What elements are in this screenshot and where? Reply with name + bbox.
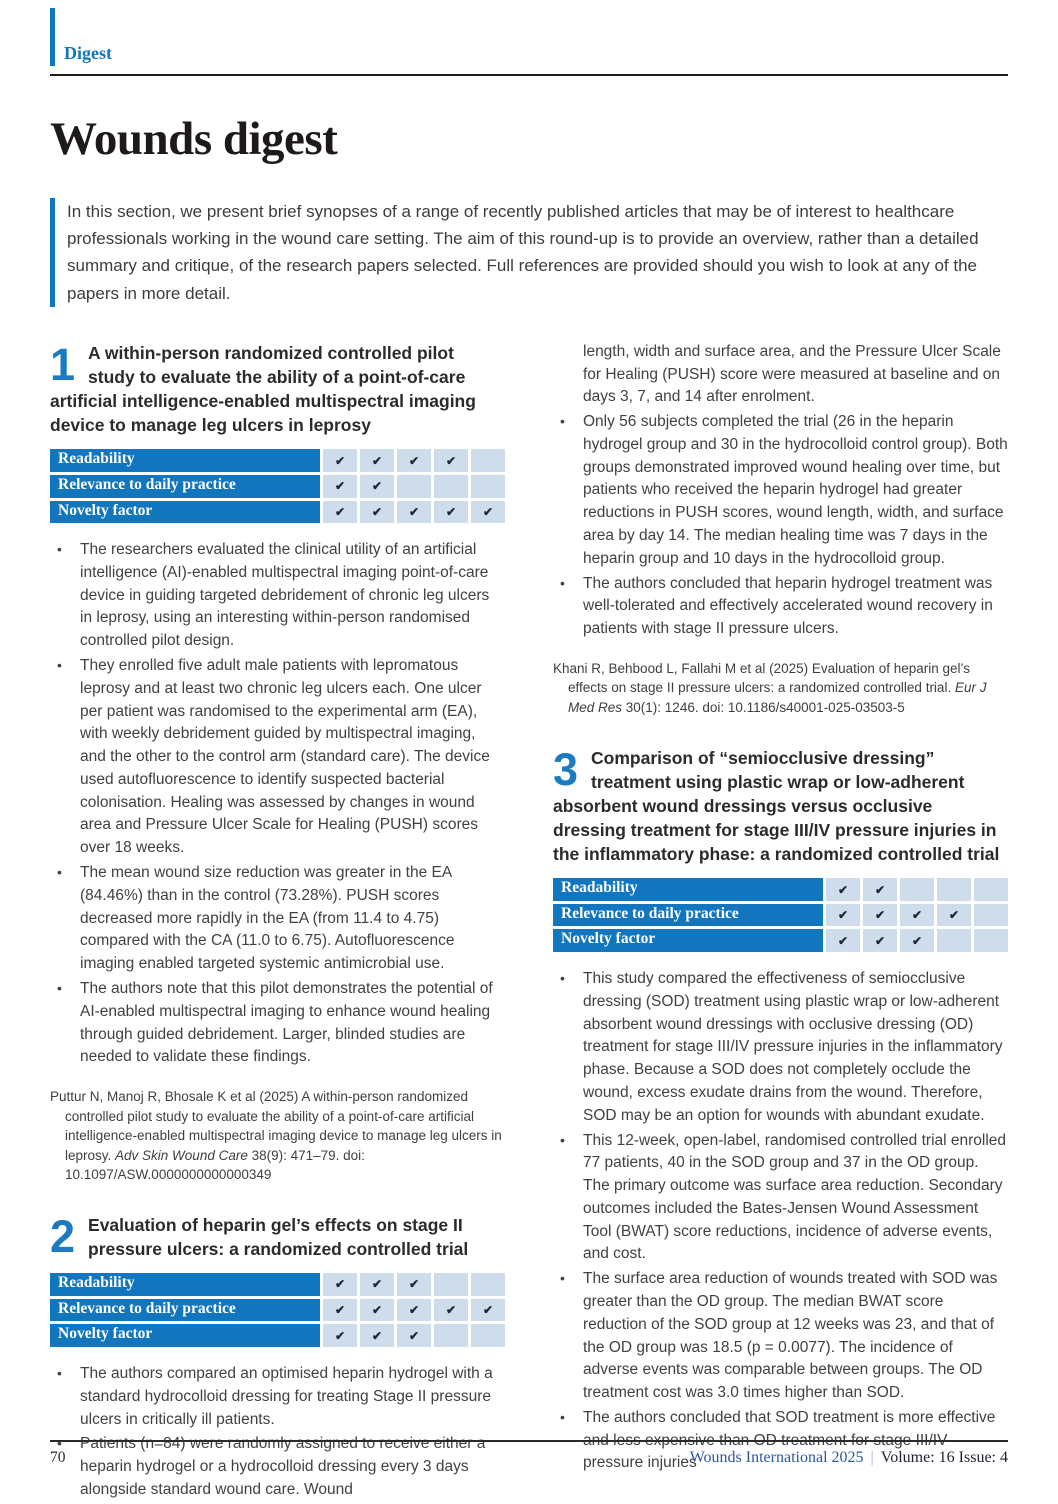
article-3-title: Comparison of “semiocclusive dressing” treatment using plastic wrap or low-adherent absorbent wound dressings versus occlusive dressing treatment for stage III/IV pressure injuries in the inflammatory phase: a randomized controlled trial xyxy=(553,747,1000,865)
article-1-ratings xyxy=(50,449,505,523)
check-icon: ✔ xyxy=(323,1324,357,1347)
section-kicker: Digest xyxy=(64,43,112,63)
check-icon: ✔ xyxy=(471,501,505,524)
empty-cell xyxy=(434,475,468,498)
empty-cell xyxy=(937,878,971,901)
check-icon: ✔ xyxy=(397,449,431,472)
bullet-continuation: length, width and surface area, and the Pressure Ulcer Scale for Healing (PUSH) score were measured at baseline and on days 3, 7, and 14 after enrolment. xyxy=(583,342,1001,406)
check-icon: ✔ xyxy=(863,904,897,927)
rating-cells xyxy=(320,501,505,524)
check-icon: ✔ xyxy=(360,1299,394,1322)
check-icon: ✔ xyxy=(360,501,394,524)
footer-journal-info xyxy=(690,1449,1008,1467)
article-2-citation xyxy=(553,659,1008,718)
rating-label: Readability xyxy=(50,449,320,472)
rating-row-novelty xyxy=(553,929,1008,952)
rating-label: Relevance to daily practice xyxy=(50,475,320,498)
check-icon: ✔ xyxy=(323,475,357,498)
bullet-item: • The authors compared an optimised heparin hydrogel with a standard hydrocolloid dressing for treating Stage II pressure ulcers in critically ill patients. xyxy=(50,1363,505,1431)
check-icon: ✔ xyxy=(360,475,394,498)
footer-journal-name: Wounds International 2025 xyxy=(689,1449,864,1466)
check-icon: ✔ xyxy=(397,501,431,524)
rating-row-novelty xyxy=(50,1324,505,1347)
check-icon: ✔ xyxy=(323,1273,357,1296)
article-2-bullets-right xyxy=(553,341,1008,641)
check-icon: ✔ xyxy=(863,929,897,952)
article-2-ratings xyxy=(50,1273,505,1347)
footer-volume-issue: Volume: 16 Issue: 4 xyxy=(880,1449,1008,1466)
masthead-rule xyxy=(50,74,1008,76)
empty-cell xyxy=(434,1324,468,1347)
check-icon: ✔ xyxy=(360,449,394,472)
rating-cells xyxy=(823,878,1008,901)
citation-text: 38(9): 471–79. doi: 10.1097/ASW.0000000000000349 xyxy=(65,1147,365,1183)
article-2-bullets-left xyxy=(50,1363,505,1502)
check-icon: ✔ xyxy=(323,1299,357,1322)
rating-cells xyxy=(823,929,1008,952)
rating-label: Relevance to daily practice xyxy=(553,904,823,927)
bullet-item: • The mean wound size reduction was greater in the EA (84.46%) than in the control (73.28%). PUSH scores decreased more rapidly in the EA (from 11.4 to 4.75) compared with the CA (11.0 to 6.75). Autofluorescence imaging enabled targeted systemic antimicrobial use. xyxy=(50,862,505,976)
intro-paragraph: In this section, we present brief synopses of a range of recently published articles that may be of interest to healthcare professionals working in the wound care setting. The aim of this round-up is to provide an overview, rather than a detailed summary and critique, of the research papers selected. Full references are provided should you wish to look at any of the papers in more detail. xyxy=(50,198,990,307)
check-icon: ✔ xyxy=(826,878,860,901)
rating-label: Readability xyxy=(50,1273,320,1296)
page-footer xyxy=(50,1440,1008,1467)
rating-cells xyxy=(320,1299,505,1322)
article-3 xyxy=(553,743,1008,1476)
article-3-bullets xyxy=(553,968,1008,1475)
empty-cell xyxy=(471,1273,505,1296)
bullet-item: • The authors note that this pilot demonstrates the potential of AI-enabled multispectral imaging to enhance wound healing through guided debridement. Larger, blinded studies are needed to validate these findings. xyxy=(50,978,505,1069)
page-title: Wounds digest xyxy=(50,113,338,165)
article-2-header xyxy=(50,1210,505,1262)
bullet-item: • This 12-week, open-label, randomised controlled trial enrolled 77 patients, 40 in the SOD group and 37 in the OD group. The primary outcome was surface area reduction. Secondary outcomes included the Bates-Jensen Wound Assessment Tool (BWAT) score reductions, incidence of adverse events, and cost. xyxy=(553,1130,1008,1267)
rating-row-readability xyxy=(553,878,1008,901)
article-1-header xyxy=(50,338,505,438)
check-icon: ✔ xyxy=(434,501,468,524)
rating-cells xyxy=(320,475,505,498)
check-icon: ✔ xyxy=(471,1299,505,1322)
article-1 xyxy=(50,338,505,1185)
article-2-number: 2 xyxy=(50,1210,76,1262)
rating-label: Relevance to daily practice xyxy=(50,1299,320,1322)
citation-text: Puttur N, Manoj R, Bhosale K et al (2025) A within-person randomized controlled pilot study to evaluate the ability of a point-of-care artificial intelligence-enabled multispectral imaging device to manage leg ulcers in leprosy. xyxy=(50,1089,502,1163)
check-icon: ✔ xyxy=(900,904,934,927)
left-column xyxy=(50,338,505,1504)
citation-text: 30(1): 1246. doi: 10.1186/s40001-025-03503-5 xyxy=(622,700,905,716)
empty-cell xyxy=(471,1324,505,1347)
masthead xyxy=(50,8,1008,66)
empty-cell xyxy=(974,904,1008,927)
bullet-item: • They enrolled five adult male patients with lepromatous leprosy and at least two chronic leg ulcers each. One ulcer per patient was randomised to the experimental arm (EA), with weekly debridement guided by multispectral imaging, and the other to the control arm (standard care). The device used autofluorescence to identify suspected bacterial colonisation. Healing was assessed by changes in wound area and Pressure Ulcer Scale for Healing (PUSH) scores over 18 weeks. xyxy=(50,655,505,860)
bullet-item: • The authors concluded that heparin hydrogel treatment was well-tolerated and effectively accelerated wound recovery in patients with stage II pressure ulcers. xyxy=(553,573,1008,641)
check-icon: ✔ xyxy=(434,449,468,472)
check-icon: ✔ xyxy=(826,929,860,952)
footer-page-number: 70 xyxy=(50,1449,66,1466)
right-column xyxy=(553,341,1008,1504)
rating-row-relevance xyxy=(553,904,1008,927)
footer-separator: | xyxy=(870,1449,874,1466)
check-icon: ✔ xyxy=(397,1273,431,1296)
bullet-item: • Only 56 subjects completed the trial (26 in the heparin hydrogel group and 30 in the hydrocolloid control group). Both groups demonstrated improved wound healing over time, but patients who received the heparin hydrogel had greater reductions in PUSH scores, wound length, width, and surface area by day 14. The median healing time was 7 days in the heparin group and 10 days in the hydrocolloid group. xyxy=(553,411,1008,570)
columns xyxy=(50,338,1008,1504)
check-icon: ✔ xyxy=(360,1324,394,1347)
check-icon: ✔ xyxy=(323,449,357,472)
check-icon: ✔ xyxy=(434,1299,468,1322)
empty-cell xyxy=(471,475,505,498)
citation-journal: Eur J Med Res xyxy=(568,680,987,716)
article-3-header xyxy=(553,743,1008,867)
rating-row-relevance xyxy=(50,475,505,498)
bullet-item: • The surface area reduction of wounds treated with SOD was greater than the OD group. The median BWAT score reduction of the SOD group at 12 weeks was 23, and that of the OD group was 18.5 (p = 0.0077). The incidence of adverse events was comparable between groups. The OD treatment cost was 3.0 times higher than SOD. xyxy=(553,1268,1008,1405)
check-icon: ✔ xyxy=(323,501,357,524)
rating-cells xyxy=(320,449,505,472)
rating-row-readability xyxy=(50,1273,505,1296)
empty-cell xyxy=(974,929,1008,952)
check-icon: ✔ xyxy=(937,904,971,927)
rating-row-relevance xyxy=(50,1299,505,1322)
rating-label: Novelty factor xyxy=(50,501,320,524)
empty-cell xyxy=(434,1273,468,1296)
article-1-number: 1 xyxy=(50,338,76,390)
rating-label: Readability xyxy=(553,878,823,901)
empty-cell xyxy=(397,475,431,498)
check-icon: ✔ xyxy=(863,878,897,901)
check-icon: ✔ xyxy=(360,1273,394,1296)
citation-text: Khani R, Behbood L, Fallahi M et al (2025) Evaluation of heparin gel’s effects on stage II pressure ulcers: a randomized controlled trial. xyxy=(553,660,971,696)
citation-journal: Adv Skin Wound Care xyxy=(115,1147,248,1163)
rating-label: Novelty factor xyxy=(50,1324,320,1347)
bullet-item: • Patients (n=84) were randomly assigned to receive either a heparin hydrogel or a hydrocolloid dressing every 3 days alongside standard wound care. Wound xyxy=(50,1433,505,1501)
article-2-title: Evaluation of heparin gel’s effects on stage II pressure ulcers: a randomized controlled trial xyxy=(88,1214,469,1260)
bullet-item: • This study compared the effectiveness of semiocclusive dressing (SOD) treatment using plastic wrap or low-adherent absorbent wound dressings with occlusive dressing (OD) treatment for stage III/IV pressure injuries in the inflammatory phase. Because a SOD does not completely occlude the wound, excess exudate drains from the wound. Therefore, SOD may be an option for wounds with abundant exudate. xyxy=(553,968,1008,1127)
article-3-number: 3 xyxy=(553,743,579,795)
article-1-title: A within-person randomized controlled pilot study to evaluate the ability of a point-of-care artificial intelligence-enabled multispectral imaging device to manage leg ulcers in leprosy xyxy=(50,342,476,436)
check-icon: ✔ xyxy=(397,1299,431,1322)
article-1-citation xyxy=(50,1087,505,1185)
check-icon: ✔ xyxy=(397,1324,431,1347)
empty-cell xyxy=(937,929,971,952)
empty-cell xyxy=(471,449,505,472)
check-icon: ✔ xyxy=(900,929,934,952)
rating-cells xyxy=(320,1273,505,1296)
rating-cells xyxy=(320,1324,505,1347)
rating-cells xyxy=(823,904,1008,927)
rating-row-novelty xyxy=(50,501,505,524)
article-2-continued xyxy=(553,341,1008,718)
empty-cell xyxy=(974,878,1008,901)
rating-label: Novelty factor xyxy=(553,929,823,952)
article-3-ratings xyxy=(553,878,1008,952)
article-1-bullets xyxy=(50,539,505,1069)
bullet-item: • The authors concluded that SOD treatment is more effective and less expensive than OD treatment for stage III/IV pressure injuries xyxy=(553,1407,1008,1475)
check-icon: ✔ xyxy=(826,904,860,927)
rating-row-readability xyxy=(50,449,505,472)
bullet-item: • The researchers evaluated the clinical utility of an artificial intelligence (AI)-enabled multispectral imaging point-of-care device in guiding targeted debridement of chronic leg ulcers in leprosy, using an interesting within-person randomised controlled pilot design. xyxy=(50,539,505,653)
empty-cell xyxy=(900,878,934,901)
